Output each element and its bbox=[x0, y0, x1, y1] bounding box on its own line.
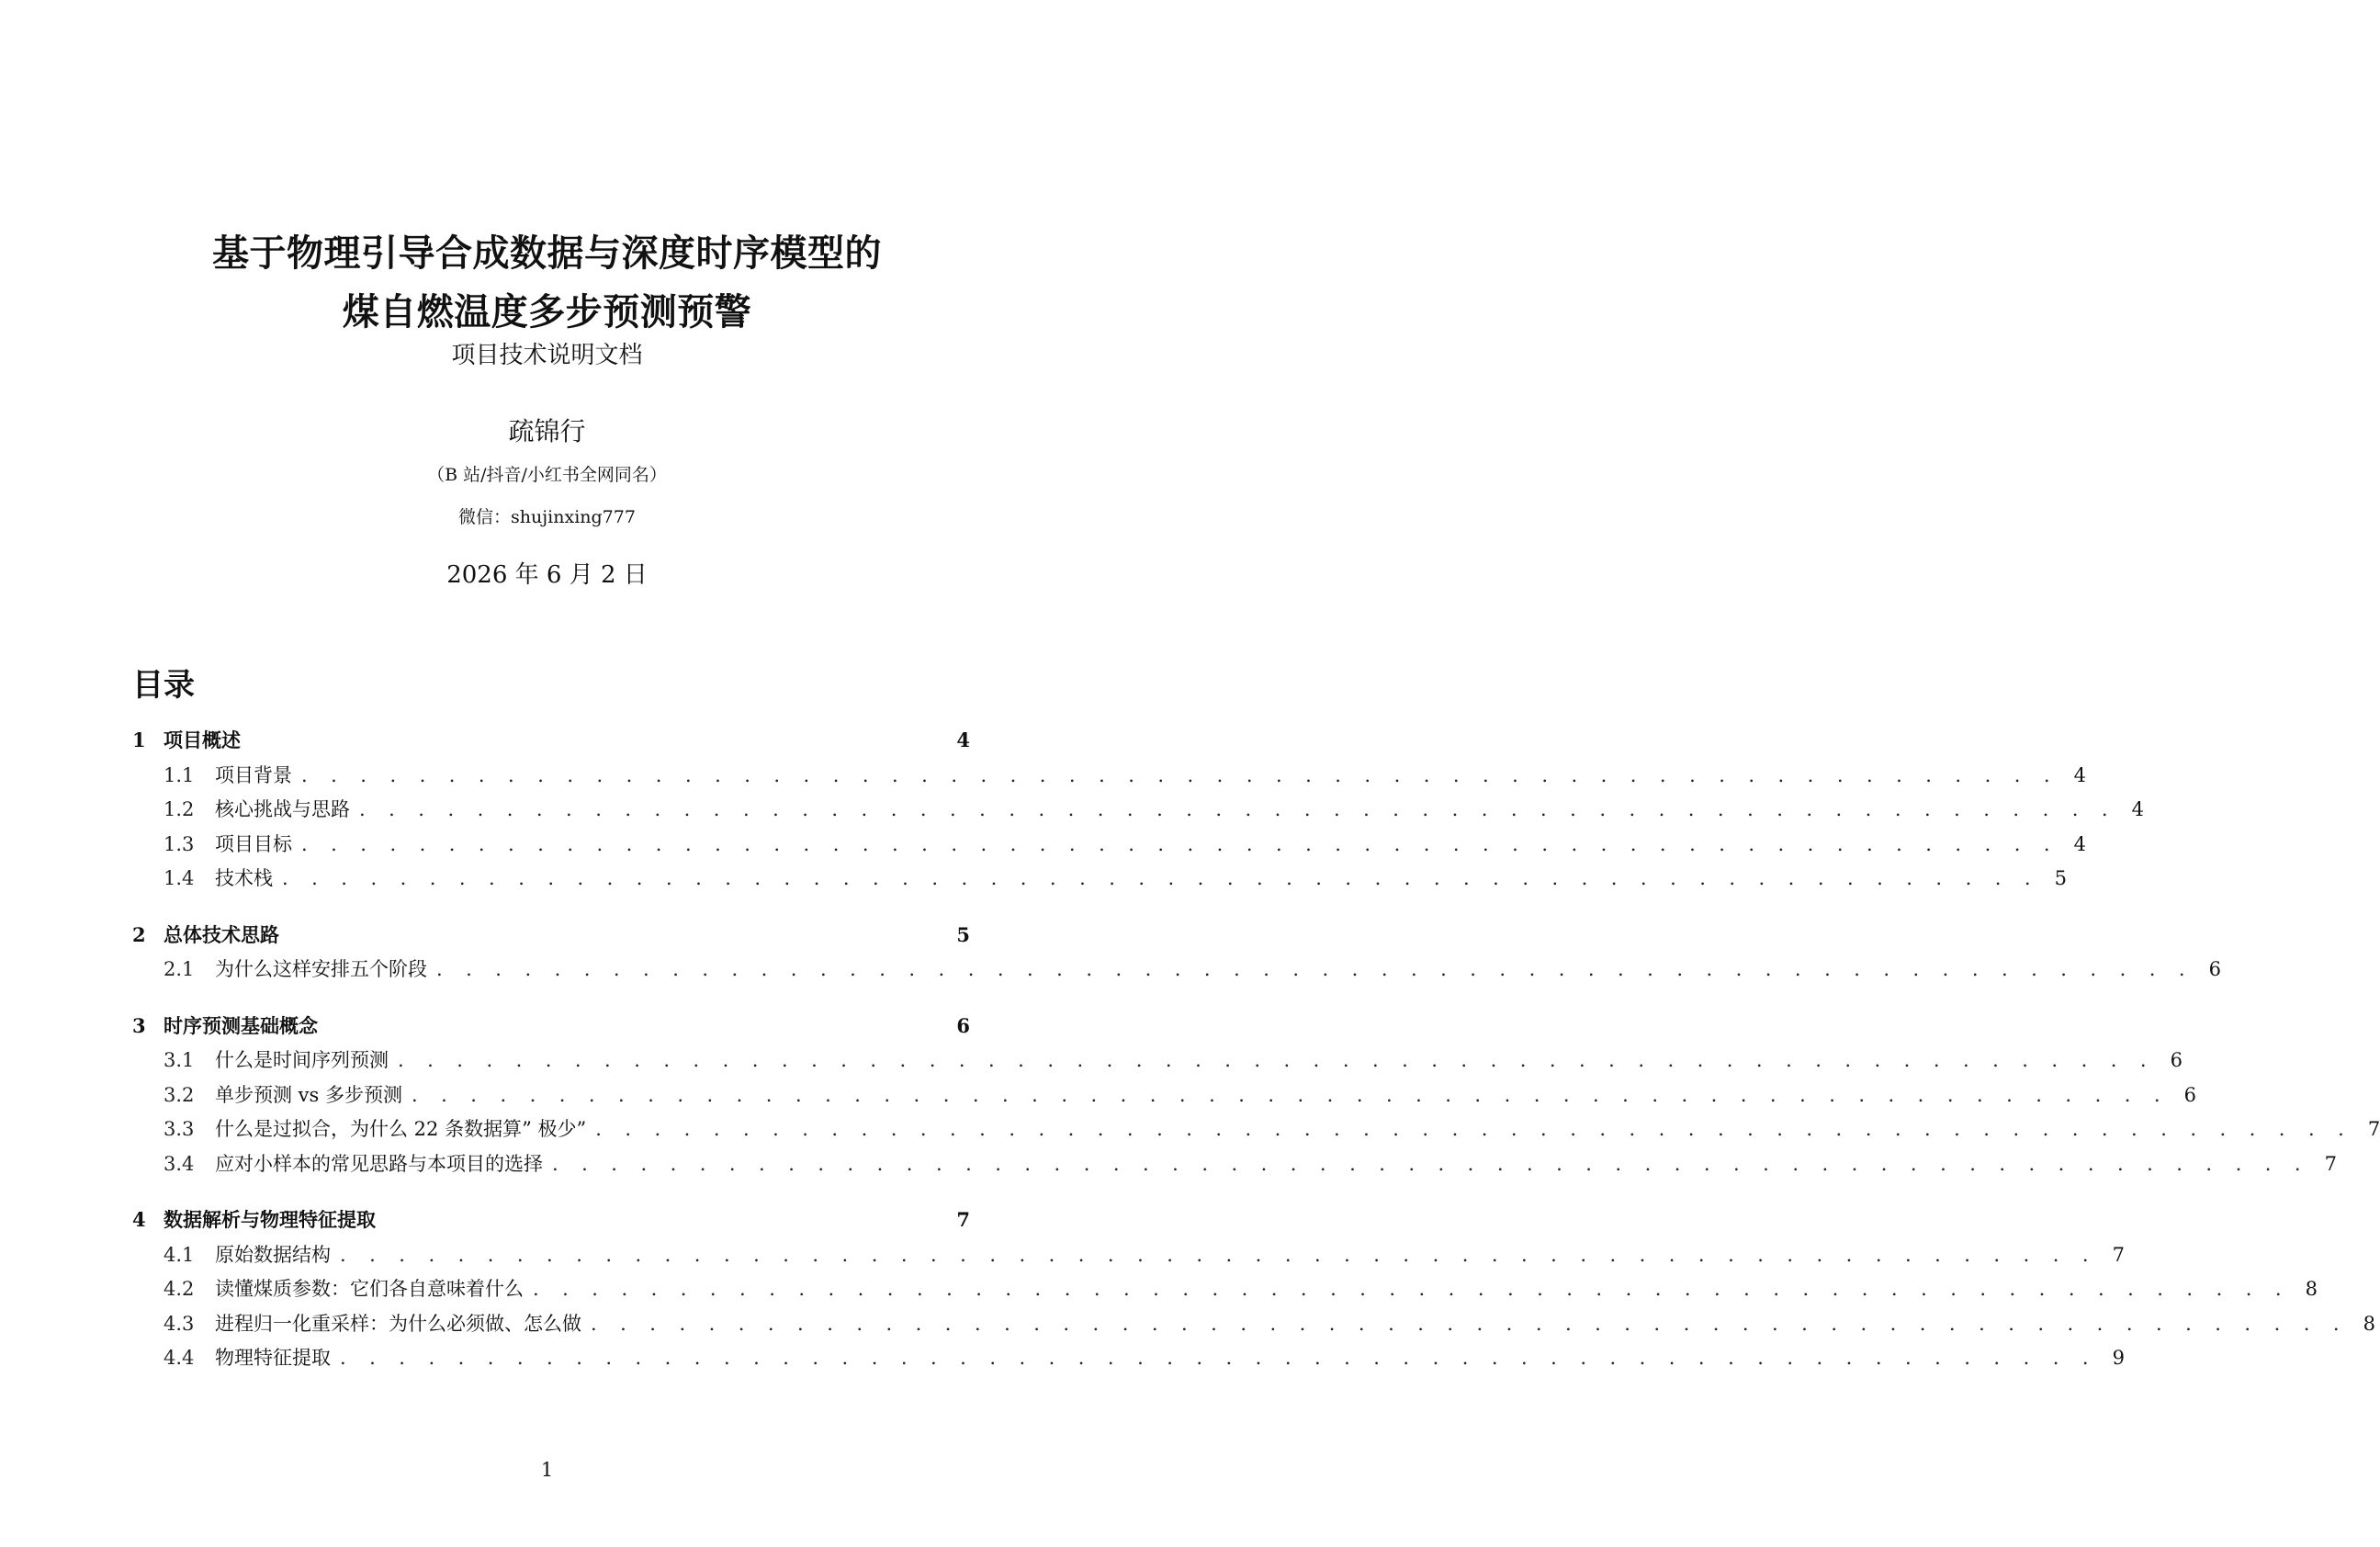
toc-subsection-title: 技术栈 bbox=[215, 867, 273, 889]
toc-dot-leader: . . . . . . . . . . . . . . . . . . . . . . . . . . . . . . . . . . . . . . . . . . . . . . . . . . . . . . . . . . . . bbox=[301, 763, 2059, 786]
toc-section-page: 7 bbox=[956, 1208, 970, 1231]
toc-dot-leader: . . . . . . . . . . . . . . . . . . . . . . . . . . . . . . . . . . . . . . . . . . . . . . . . . . . . . . . . . . . . bbox=[282, 867, 2039, 889]
toc-subsection-number: 3.3 bbox=[164, 1118, 195, 1140]
toc-section-number: 4 bbox=[132, 1208, 146, 1231]
toc-dot-leader: . . . . . . . . . . . . . . . . . . . . . . . . . . . . . . . . . . . . . . . . . . . . . . . . . . . . . . . . . . . . bbox=[340, 1243, 2097, 1266]
toc-subsection-page: 6 bbox=[2183, 1083, 2196, 1106]
toc-dot-leader: . . . . . . . . . . . . . . . . . . . . . . . . . . . . . . . . . . . . . . . . . . . . . . . . . . . . . . . . . . . . bbox=[412, 1083, 2169, 1106]
toc-section-1[interactable] bbox=[132, 726, 970, 753]
wechat-contact: 微信：shujinxing777 bbox=[458, 507, 636, 527]
toc-subsection-title: 物理特征提取 bbox=[215, 1347, 331, 1369]
toc-subsection-page: 8 bbox=[2305, 1278, 2318, 1300]
toc-subsection-title: 进程归一化重采样：为什么必须做、怎么做 bbox=[215, 1312, 581, 1335]
toc-subsection-3.1[interactable] bbox=[132, 1045, 2183, 1073]
toc-dot-leader: . . . . . . . . . . . . . . . . . . . . . . . . . . . . . . . . . . . . . . . . . . . . . . . . . . . . . . . . . . . . bbox=[591, 1312, 2348, 1335]
toc-subsection-page: 4 bbox=[2073, 763, 2086, 786]
toc-subsection-4.2[interactable] bbox=[132, 1274, 2318, 1302]
toc-subsection-number: 3.4 bbox=[164, 1152, 195, 1175]
document-subtitle: 项目技术说明文档 bbox=[451, 342, 643, 369]
toc-section-number: 2 bbox=[132, 922, 146, 946]
toc-subsection-1.4[interactable] bbox=[132, 864, 2067, 891]
document-title-line-2: 煤自燃温度多步预测预警 bbox=[342, 290, 752, 333]
toc-subsection-title: 应对小样本的常见思路与本项目的选择 bbox=[215, 1152, 543, 1175]
toc-subsection-number: 4.4 bbox=[164, 1347, 195, 1369]
toc-subsection-title: 核心挑战与思路 bbox=[215, 798, 350, 820]
toc-subsection-title: 为什么这样安排五个阶段 bbox=[215, 958, 427, 980]
document-date: 2026 年 6 月 2 日 bbox=[446, 561, 648, 589]
toc-subsection-number: 4.1 bbox=[164, 1243, 195, 1266]
toc-subsection-page: 6 bbox=[2208, 958, 2221, 980]
toc-subsection-number: 1.2 bbox=[164, 798, 195, 820]
toc-section-page: 5 bbox=[956, 922, 970, 946]
page-number: 1 bbox=[540, 1459, 554, 1481]
toc-subsection-number: 2.1 bbox=[164, 958, 195, 980]
toc-section-number: 1 bbox=[132, 728, 146, 751]
toc-subsection-title: 什么是时间序列预测 bbox=[215, 1049, 389, 1071]
toc-subsection-4.4[interactable] bbox=[132, 1343, 2125, 1371]
toc-subsection-page: 7 bbox=[2367, 1118, 2380, 1140]
author-name: 疏锦行 bbox=[508, 416, 586, 446]
toc-section-3[interactable] bbox=[132, 1011, 970, 1039]
toc-section-title: 总体技术思路 bbox=[164, 922, 279, 946]
toc-subsection-number: 3.1 bbox=[164, 1049, 195, 1071]
toc-dot-leader: . . . . . . . . . . . . . . . . . . . . . . . . . . . . . . . . . . . . . . . . . . . . . . . . . . . . . . . . . . . . bbox=[301, 832, 2059, 855]
toc-subsection-number: 1.4 bbox=[164, 867, 195, 889]
toc-section-number: 3 bbox=[132, 1013, 146, 1037]
toc-subsection-title: 项目背景 bbox=[215, 763, 292, 786]
toc-subsection-title: 单步预测 vs 多步预测 bbox=[215, 1083, 402, 1106]
toc-subsection-1.3[interactable] bbox=[132, 830, 2086, 857]
toc-section-title: 数据解析与物理特征提取 bbox=[164, 1208, 376, 1231]
platform-note: （B 站/抖音/小红书全网同名） bbox=[427, 465, 667, 485]
toc-section-page: 6 bbox=[956, 1013, 970, 1037]
toc-dot-leader: . . . . . . . . . . . . . . . . . . . . . . . . . . . . . . . . . . . . . . . . . . . . . . . . . . . . . . . . . . . . bbox=[552, 1152, 2309, 1175]
toc-subsection-title: 原始数据结构 bbox=[215, 1243, 331, 1266]
toc-subsection-page: 5 bbox=[2054, 867, 2067, 889]
toc-subsection-number: 4.3 bbox=[164, 1312, 195, 1335]
toc-section-4[interactable] bbox=[132, 1205, 970, 1233]
toc-subsection-4.3[interactable] bbox=[132, 1309, 2375, 1337]
toc-dot-leader: . . . . . . . . . . . . . . . . . . . . . . . . . . . . . . . . . . . . . . . . . . . . . . . . . . . . . . . . . . . . bbox=[595, 1118, 2353, 1140]
toc-subsection-number: 1.1 bbox=[164, 763, 195, 786]
toc-dot-leader: . . . . . . . . . . . . . . . . . . . . . . . . . . . . . . . . . . . . . . . . . . . . . . . . . . . . . . . . . . . . bbox=[436, 958, 2194, 980]
toc-subsection-number: 1.3 bbox=[164, 832, 195, 855]
toc-subsection-page: 7 bbox=[2112, 1243, 2125, 1266]
toc-subsection-title: 读懂煤质参数：它们各自意味着什么 bbox=[215, 1278, 524, 1300]
toc-subsection-page: 8 bbox=[2363, 1312, 2375, 1335]
toc-subsection-page: 4 bbox=[2131, 798, 2144, 820]
toc-dot-leader: . . . . . . . . . . . . . . . . . . . . . . . . . . . . . . . . . . . . . . . . . . . . . . . . . . . . . . . . . . . . bbox=[340, 1347, 2097, 1369]
document-title-line-1: 基于物理引导合成数据与深度时序模型的 bbox=[212, 231, 882, 275]
toc-subsection-page: 7 bbox=[2324, 1152, 2337, 1175]
toc-subsection-number: 3.2 bbox=[164, 1083, 195, 1106]
toc-subsection-1.1[interactable] bbox=[132, 761, 2086, 788]
toc-dot-leader: . . . . . . . . . . . . . . . . . . . . . . . . . . . . . . . . . . . . . . . . . . . . . . . . . . . . . . . . . . . . bbox=[359, 798, 2116, 820]
toc-section-page: 4 bbox=[956, 728, 970, 751]
toc-section-2[interactable] bbox=[132, 920, 970, 948]
toc-heading: 目录 bbox=[132, 667, 195, 704]
toc-subsection-3.3[interactable] bbox=[132, 1114, 2380, 1142]
toc-subsection-3.4[interactable] bbox=[132, 1149, 2337, 1177]
toc-subsection-title: 项目目标 bbox=[215, 832, 292, 855]
toc-section-title: 项目概述 bbox=[164, 728, 241, 751]
toc-subsection-title: 什么是过拟合，为什么 22 条数据算” 极少” bbox=[215, 1118, 587, 1140]
toc-dot-leader: . . . . . . . . . . . . . . . . . . . . . . . . . . . . . . . . . . . . . . . . . . . . . . . . . . . . . . . . . . . . bbox=[533, 1278, 2290, 1300]
toc-subsection-page: 6 bbox=[2170, 1049, 2183, 1071]
toc-dot-leader: . . . . . . . . . . . . . . . . . . . . . . . . . . . . . . . . . . . . . . . . . . . . . . . . . . . . . . . . . . . . bbox=[398, 1049, 2155, 1071]
toc-subsection-page: 9 bbox=[2112, 1347, 2125, 1369]
toc-subsection-2.1[interactable] bbox=[132, 954, 2221, 982]
toc-subsection-3.2[interactable] bbox=[132, 1080, 2196, 1108]
toc-section-title: 时序预测基础概念 bbox=[164, 1013, 318, 1037]
toc-subsection-number: 4.2 bbox=[164, 1278, 195, 1300]
toc-subsection-page: 4 bbox=[2073, 832, 2086, 855]
toc-subsection-4.1[interactable] bbox=[132, 1240, 2125, 1268]
toc-subsection-1.2[interactable] bbox=[132, 795, 2144, 822]
